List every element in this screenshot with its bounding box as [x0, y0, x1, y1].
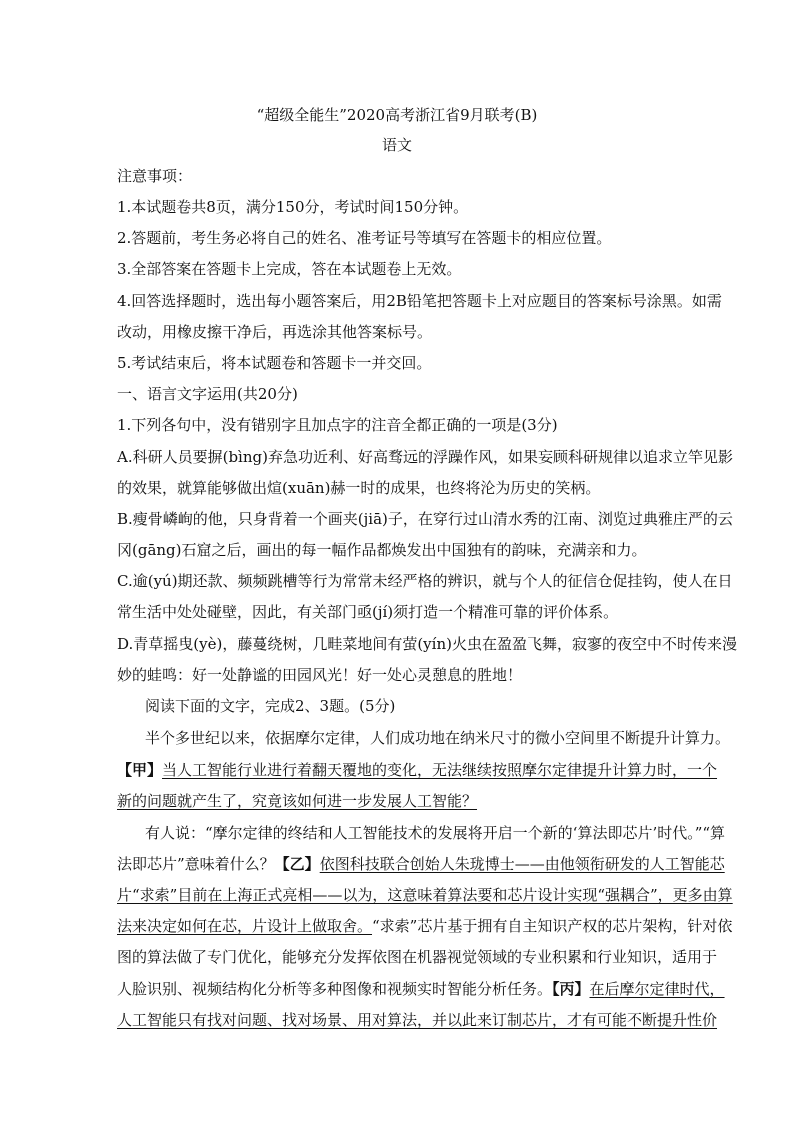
- underlined-bing: 人工智能只有找对问题、找对场景、用对算法，并以此来订制芯片，才有可能不断提升性价: [117, 1011, 718, 1029]
- passage-text: 人脸识别、视频结构化分析等多种图像和视频实时智能分析任务。: [117, 980, 553, 998]
- question-stem: 1.下列各句中，没有错别字且加点字的注音全都正确的一项是(3分): [117, 416, 558, 434]
- note-item: 改动，用橡皮擦干净后，再选涂其他答案标号。: [117, 323, 433, 341]
- option-b-line: B.瘦骨嶙峋的他，只身背着一个画夹(jiā)子，在穿行过山清水秀的江南、浏览过典雅庄严的云: [117, 510, 733, 528]
- passage-line: 图的算法做了专门优化，能够充分发挥依图在机器视觉领域的专业积累和行业知识，适用于: [117, 948, 718, 966]
- passage-text: 法即芯片”意味着什么？: [117, 855, 275, 873]
- notes-heading: 注意事项：: [117, 167, 193, 185]
- note-item: 2.答题前，考生务必将自己的姓名、准考证号等填写在答题卡的相应位置。: [117, 229, 612, 247]
- underlined-yi: 片“求索”目前在上海正式亮相——以为，这意味着算法要和芯片设计实现“强耦合”，更多由算: [117, 886, 733, 904]
- option-d-line: 妙的蛙鸣：好一处静谧的田园风光！好一处心灵憩息的胜地！: [117, 666, 523, 684]
- passage-line: 有人说：“摩尔定律的终结和人工智能技术的发展将开启一个新的‘算法即芯片’时代。”“算: [145, 824, 726, 842]
- option-a-line: 的效果，就算能够做出煊(xuān)赫一时的成果，也终将沦为历史的笑柄。: [117, 479, 601, 497]
- note-item: 4.回答选择题时，选出每小题答案后，用2B铅笔把答题卡上对应题目的答案标号涂黑。如需: [117, 292, 722, 310]
- passage-line-jia: [117, 759, 718, 781]
- passage-line: [117, 884, 733, 906]
- exam-title: “超级全能生”2020高考浙江省9月联考(B): [256, 106, 538, 124]
- note-item: 1.本试题卷共8页，满分150分，考试时间150分钟。: [117, 198, 469, 216]
- option-c-line: C.逾(yú)期还款、频频跳槽等行为常常未经严格的辨识，就与个人的征信仓促挂钩，使人在日: [117, 572, 733, 590]
- underlined-yi: 依图科技联合创始人朱珑博士——由他领衔研发的人工智能芯: [319, 855, 725, 873]
- passage-line-bing: [117, 978, 725, 1000]
- option-a-line: A.科研人员要摒(bìng)弃急功近利、好高骛远的浮躁作风，如果妄顾科研规律以追求立竿见影: [117, 448, 733, 466]
- section-heading: 一、语言文字运用(共20分): [117, 385, 298, 403]
- passage-text: “求索”芯片基于拥有自主知识产权的芯片架构，针对依: [372, 917, 733, 935]
- passage-line: [117, 1009, 718, 1031]
- passage-line: [117, 915, 733, 937]
- underlined-jia: 新的问题就产生了，究竟该如何进一步发展人工智能？: [117, 792, 478, 810]
- underlined-bing: 在后摩尔定律时代，: [589, 980, 725, 998]
- note-item: 3.全部答案在答题卡上完成，答在本试题卷上无效。: [117, 260, 462, 278]
- option-b-line: 冈(gāng)石窟之后，画出的每一幅作品都焕发出中国独有的韵味，充满亲和力。: [117, 541, 647, 559]
- reading-intro: 阅读下面的文字，完成2、3题。(5分): [145, 697, 396, 715]
- marker-yi: 【乙】: [274, 855, 320, 873]
- underlined-jia: 当人工智能行业进行着翻天覆地的变化，无法继续按照摩尔定律提升计算力时，一个: [162, 761, 718, 779]
- passage-line-yi: [117, 853, 725, 875]
- subject-title: 语文: [381, 136, 412, 154]
- option-d-line: D.青草摇曳(yè)，藤蔓绕树，几畦菜地间有萤(yín)火虫在盈盈飞舞，寂寥的夜空中不时传来漫: [117, 635, 737, 653]
- marker-jia: 【甲】: [117, 761, 163, 779]
- marker-bing: 【丙】: [552, 980, 590, 998]
- passage-line: [117, 790, 683, 812]
- passage-line: 半个多世纪以来，依据摩尔定律，人们成功地在纳米尺寸的微小空间里不断提升计算力。: [145, 729, 731, 747]
- option-c-line: 常生活中处处碰壁，因此，有关部门亟(jí)须打造一个精准可靠的评价体系。: [117, 603, 619, 621]
- underlined-yi: 法来决定如何在芯，片设计上做取舍。: [117, 917, 373, 935]
- note-item: 5.考试结束后，将本试题卷和答题卡一并交回。: [117, 354, 432, 372]
